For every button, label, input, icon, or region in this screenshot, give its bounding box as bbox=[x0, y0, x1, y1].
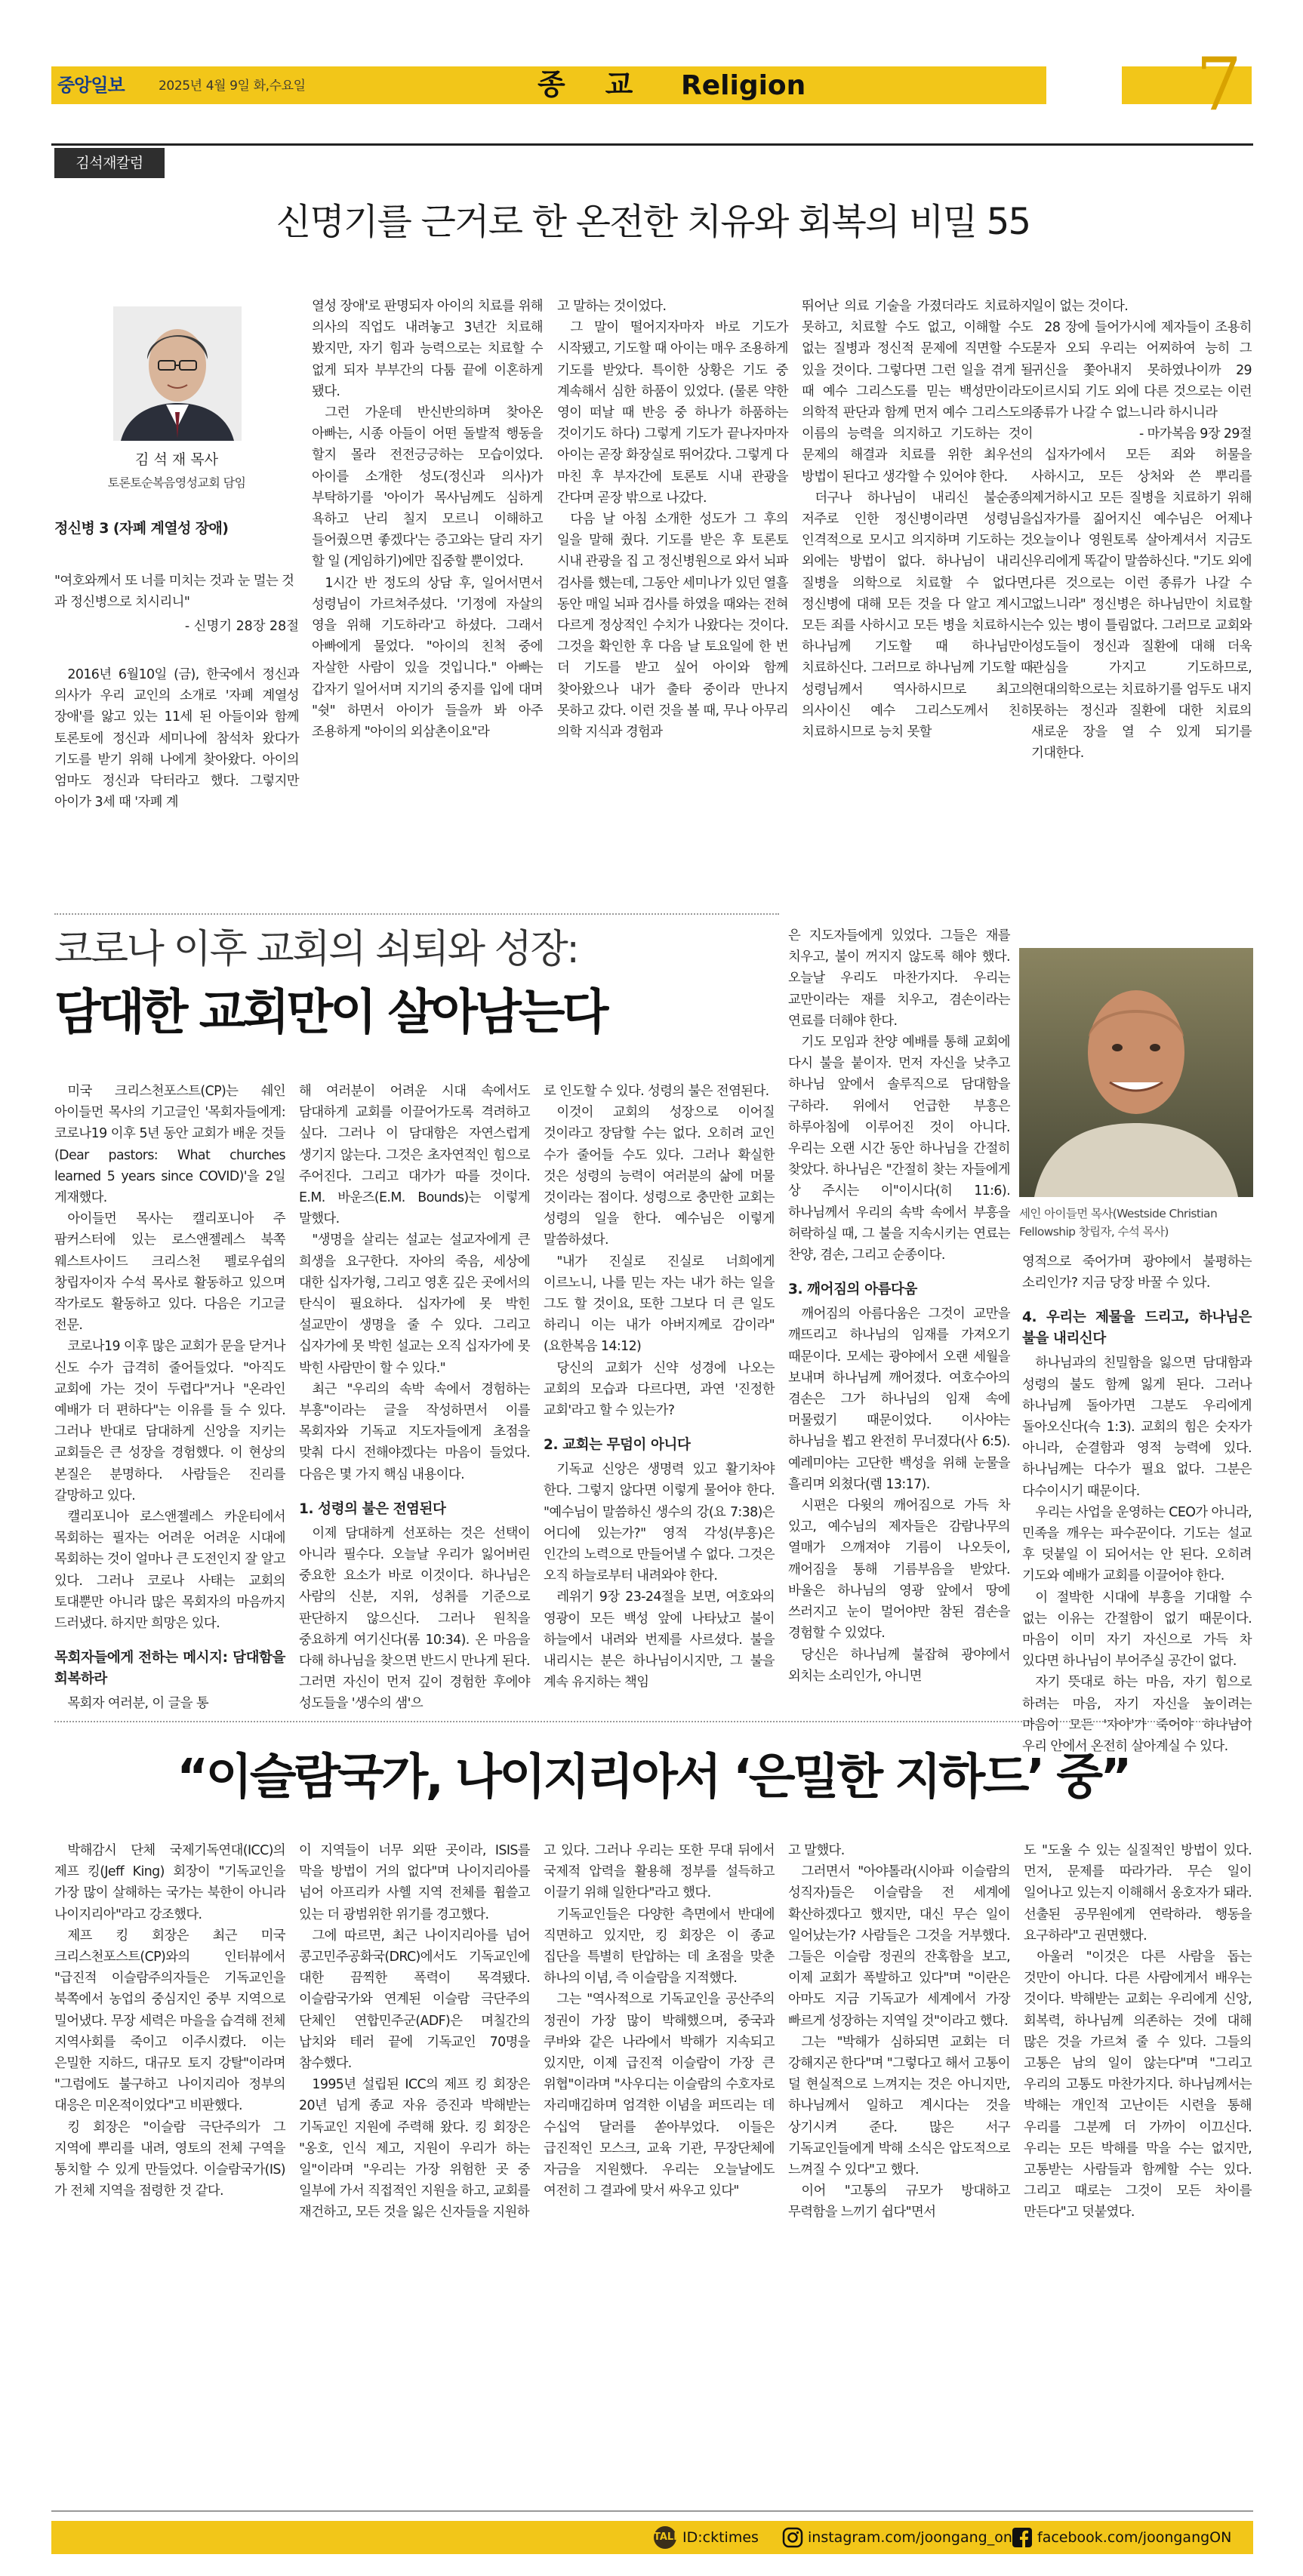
article1-col1 bbox=[54, 664, 299, 811]
kakao-id: ID:cktimes bbox=[682, 2529, 759, 2546]
article2-col4 bbox=[788, 925, 1010, 1707]
paragraph: 28 장에 들어가시에 제자들이 조용히 묻자 오되 우리는 어찌하여 능히 그 귀신을 쫓아내지 못하였나이까 29 이르시되 기도 외에 다른 것으로는 이런 종류가 나갈 수 없느니라 하시니라 bbox=[1031, 320, 1252, 421]
author-church: 토론토순복음영성교회 담임 bbox=[107, 475, 246, 490]
article3-col2 bbox=[299, 1840, 530, 2504]
subheading: 1. 성령의 불은 전염된다 bbox=[299, 1500, 446, 1517]
paragraph: 2016년 6월10일 (금), 한국에서 정신과 의사가 우리 교인의 소개로 '자폐 계열성 장애'를 앓고 있는 11세 된 아들이와 함께 토론토에 정신과 세미나에 참석차 왔다가 기도를 받기 위해 나에게 찾아왔다. 아이의 엄마도 정신과 닥터라고 했다. 그렇지만 아이가 3세 때 '자폐 계 bbox=[54, 667, 299, 811]
paragraph: 영적으로 죽어가며 광야에서 불평하는 소리인가? 지금 당장 바꿀 수 있다. bbox=[1022, 1254, 1252, 1291]
photo-caption: 세인 아이들먼 목사(Westside Christian Fellowship 창립자, 수석 목사) bbox=[1019, 1207, 1218, 1239]
paragraph: 자기 뜻대로 하는 마음, 자기 힘으로 하려는 마음, 자기 자신을 높이려는 마음이 모든 '자아'가 죽어야 하나님이 우리 안에서 온전히 살아계실 수 있다. bbox=[1022, 1675, 1252, 1755]
article2-col1 bbox=[54, 1081, 285, 1712]
scripture-ref: - 마가복음 9장 29절 bbox=[1138, 426, 1252, 442]
column-tag: 김석재칼럼 bbox=[54, 148, 165, 178]
paragraph: 이제 담대하게 선포하는 것은 선택이 아니라 필수다. 오늘날 우리가 잃어버린 중요한 요소가 바로 이것이다. 하나님은 사람의 신분, 지위, 성취를 기준으로 판단하지 않으신다. 그러나 원칙을 중요하게 여기신다(롬 10:34). 온 마음을 다해 하나님을 찾으면 반드시 만나게 된다. 그러면 자신이 먼저 깊이 경험한 후에야 성도들을 '생수의 샘'으 bbox=[299, 1525, 530, 1712]
paragraph: 캘리포니아 로스앤젤레스 카운티에서 목회하는 필자는 어려운 어려운 시대에 목회하는 것이 얼마나 큰 도전인지 잘 알고 있다. 그러나 코로나 사태는 교회의 토대뿐만 아니라 많은 목회자의 마음까지 드러냈다. 하지만 희망은 있다. bbox=[54, 1510, 285, 1632]
subheading: 목회자들에게 전하는 메시지: 담대함을 회복하라 bbox=[54, 1650, 285, 1688]
paragraph: 당신은 하나님께 불잡혀 광야에서 외치는 소리인가, 아니면 bbox=[788, 1647, 1010, 1684]
paragraph: 코로나19 이후 많은 교회가 문을 닫거나 신도 수가 급격히 줄어들었다. "아직도 교회에 가는 것이 두렵다"거나 "온라인 예배가 더 편하다"는 이유를 들 수 있다. 그러나 반대로 담대하게 신앙을 지키는 교회들은 큰 성장을 경험했다. 이 현상의 본질은 분명하다. 사람들은 진리를 갈망하고 있다. bbox=[54, 1339, 285, 1503]
paragraph: 시편은 다윗의 깨어짐으로 가득 차 있고, 예수님의 제자들은 감람나무의 열매가 으깨져야 기름이 나오듯이, 깨어짐을 통해 기름부음을 받았다. 바울은 하나님의 영광 앞에서 땅에 쓰러지고 눈이 멀어야만 참된 겸손을 경험할 수 있었다. bbox=[788, 1498, 1010, 1642]
facebook-icon bbox=[1012, 2527, 1033, 2548]
paragraph: 이 절박한 시대에 부흥을 기대할 수 없는 이유는 간절함이 없기 때문이다. 마음이 이미 자기 자신으로 가득 차 있다면 하나님이 부어주실 공간이 없다. bbox=[1022, 1590, 1252, 1670]
section-divider bbox=[54, 913, 779, 915]
author-photo bbox=[113, 306, 242, 441]
article3-col4 bbox=[788, 1840, 1010, 2504]
paragraph: 그에 따르면, 최근 나이지리아를 넘어 콩고민주공화국(DRC)에서도 기독교인에 대한 끔찍한 폭력이 목격됐다. 이슬람국가와 연계된 이슬람 극단주의 단체인 연합민주군(ADF)은 며칠간의 납치와 테러 끝에 기독교인 70명을 참수했다. bbox=[299, 1928, 530, 2072]
instagram-link[interactable]: instagram.com/joongang_on bbox=[808, 2529, 1012, 2546]
article3-col1 bbox=[54, 1840, 285, 2504]
issue-date: 2025년 4월 9일 화,수요일 bbox=[159, 78, 306, 94]
article2-col2 bbox=[299, 1081, 530, 1712]
paragraph: 열성 장애'로 판명되자 아이의 치료를 위해 의사의 직업도 내려놓고 3년간 치료해 봤지만, 자기 힘과 능력으로는 치료할 수 없게 되자 부부간의 다툼 끝에 이혼하게 됐다. bbox=[312, 299, 543, 399]
pastor-photo bbox=[1019, 948, 1253, 1197]
paragraph: 박해감시 단체 국제기독연대(ICC)의 제프 킹(Jeff King) 회장이 "기독교인을 가장 많이 살해하는 국가는 북한이 아니라 나이지리아"라고 강조했다. bbox=[54, 1843, 285, 1922]
section-divider bbox=[54, 1721, 1252, 1722]
paragraph: 목회자 여러분, 이 글을 통 bbox=[67, 1696, 209, 1712]
paragraph: 깨어짐의 아름다움은 그것이 교만을 깨뜨리고 하나님의 임재를 가져오기 때문이다. 모세는 광야에서 오랜 세월을 보내며 하나님께 깨어졌다. 여호수아의 겸손은 그가 하나님의 임재 속에 머물렀기 때문이었다. 이사야는 하나님을 뵙고 완전히 무너졌다(사 6:5). 예레미야는 고단한 백성을 위해 눈물을 흘리며 외쳤다(렘 13:17). bbox=[788, 1306, 1010, 1492]
subheading: 4. 우리는 제물을 드리고, 하나님은 불을 내리신다 bbox=[1022, 1310, 1252, 1347]
paragraph: 레위기 9장 23-24절을 보면, 여호와의 영광이 모든 백성 앞에 나타났고 불이 하늘에서 내려와 번제를 사르셨다. 불을 내리시는 분은 하나님이시지만, 그 불을 계속 유지하는 책임 bbox=[544, 1590, 775, 1691]
section-title-en: Religion bbox=[681, 70, 806, 101]
article1-headline: 신명기를 근거로 한 온전한 치유와 회복의 비밀 55 bbox=[276, 201, 1030, 243]
masthead-underline bbox=[51, 143, 1253, 146]
author-name: 김 석 재 목사 bbox=[135, 451, 218, 468]
page-number: 7 bbox=[1196, 42, 1243, 127]
paragraph: 일이 없는 것이다. bbox=[1031, 299, 1129, 314]
article1-col3 bbox=[557, 296, 788, 802]
article1-col4 bbox=[802, 296, 1033, 802]
epigraph: "여호와께서 또 너를 미치는 것과 눈 멀는 것과 정신병으로 치시리니" bbox=[54, 574, 294, 610]
paragraph: 다음 날 아침 소개한 성도가 그 후의 일을 말해 줬다. 기도를 받은 후 토론토 시내 관광을 집 고 정신병원으로 와서 뇌파 검사를 했는데, 그동안 세미나가 있던 열흘 동안 매일 뇌파 검사를 하였을 때와는 전혀 다르게 정상적인 수치가 나왔다는 것이다. 그것을 확인한 후 다음 날 토요일에 한 번 더 기도를 받고 싶어 아이와 함께 찾아왔으나 내가 출타 중이라 만나지 못하고 갔다. 이런 것을 볼 때, 무나 아무리 의학 지식과 경험과 bbox=[557, 512, 788, 740]
paragraph: 기독교 신앙은 생명력 있고 활기차야 한다. 그렇지 않다면 이렇게 물어야 한다. "예수님이 말씀하신 생수의 강(요 7:38)은 어디에 있는가?" 영적 각성(부흥)은 인간의 노력으로 만들어낼 수 없다. 그것은 오직 하늘로부터 내려와야 한다. bbox=[544, 1462, 775, 1584]
article2-headline-2: 담대한 교회만이 살아남는다 bbox=[54, 985, 606, 1041]
paragraph: 킹 회장은 "이슬람 극단주의가 그 지역에 뿌리를 내려, 영토의 전체 구역을 통치할 수 있게 만들었다. 이슬람국가(IS)가 전체 지역을 점령한 것 같다. bbox=[54, 2119, 285, 2199]
article2-headline-1: 코로나 이후 교회의 쇠퇴와 성장: bbox=[54, 927, 578, 972]
article3-col3 bbox=[544, 1840, 775, 2504]
paragraph: 그런 가운데 반신반의하며 찾아온 아빠는, 시종 아들이 어떤 돌발적 행동을 할지 몰라 전전긍긍하는 모습이었다. 아이를 소개한 성도(정신과 의사)가 부탁하기를 '아이가 목사님께도 심하게 욕하고 난리 칠지 모르니 이해하고 들어줬으면 좋겠다'는 증고와는 달리 자기 할 일 (게임하기)에만 집중할 뿐이었다. bbox=[312, 405, 543, 570]
article1-col2 bbox=[312, 296, 543, 802]
paragraph: 그는 "박해가 심하되면 교회는 더 강해지곤 한다"며 "그렇다고 해서 고통이 덜 현실적으로 느껴지는 것은 아니지만, 하나님께서 일하고 계시다는 것을 상기시켜 준다. 많은 서구 기독교인들에게 박해 소식은 압도적으로 느껴질 수 있다"고 했다. bbox=[788, 2034, 1010, 2178]
article1-col5 bbox=[1031, 296, 1252, 802]
facebook-link[interactable]: facebook.com/joongangON bbox=[1037, 2529, 1232, 2546]
section-title-ko: 종 교 bbox=[538, 67, 633, 101]
article2-col3 bbox=[544, 1081, 775, 1707]
footer-rule bbox=[51, 2510, 1253, 2512]
article3-headline: “이슬람국가, 나이지리아서 ‘은밀한 지하드’ 중” bbox=[177, 1750, 1129, 1805]
paragraph: 1995년 설립된 ICC의 제프 킹 회장은 20년 넘게 종교 자유 증진과 박해받는 기독교인 지원에 주력해 왔다. 킹 회장은 "옹호, 인식 제고, 지원이 우리가 하는 일"이라며 "우리는 가장 위험한 곳 중 일부에 가서 직접적인 지원을 하고, 교회를 재건하고, 모든 것을 잃은 신자들을 지원하 bbox=[299, 2077, 530, 2221]
paragraph: 고 말했다. bbox=[788, 1843, 845, 1858]
epigraph-ref: - 신명기 28장 28절 bbox=[184, 619, 299, 634]
paragraph: 은 지도자들에게 있었다. 그들은 재를 치우고, 불이 꺼지지 않도록 해야 했다. 오늘날 우리도 마찬가지다. 우리는 교만이라는 재를 치우고, 겸손이라는 연료를 더해야 한다. bbox=[788, 928, 1010, 1029]
instagram-icon bbox=[782, 2527, 803, 2548]
paragraph: 최근 "우리의 속박 속에서 경험하는 부흥"이라는 글을 작성하면서 이를 목회자와 기독교 지도자들에게 초점을 맞춰 다시 전해야겠다는 마음이 들었다. 다음은 몇 가지 핵심 내용이다. bbox=[299, 1381, 530, 1482]
paragraph: "생명을 살리는 설교는 설교자에게 큰 희생을 요구한다. 자아의 죽음, 세상에 대한 십자가형, 그리고 영혼 깊은 곳에서의 탄식이 필요하다. 십자가에 못 박힌 설교만이 생명을 줄 수 있다. 그리고 십자가에 못 박힌 설교는 오직 십자가에 못 박힌 사람만이 할 수 있다." bbox=[299, 1233, 530, 1376]
paragraph: 더구나 하나님이 내리신 불순종의 저주로 인한 정신병이라면 성령님을 인격적으로 모시고 의지하며 기도하는 것 외에는 방법이 없다. 하나님이 내리신 질병을 의학으로 치료할 수 없다면, 정신병에 대해 모든 것을 다 알고 계시고 모든 죄를 사하시고 모든 병을 치료하시는 하나님께 기도할 때 하나님만이 치료하신다. 그러므로 하나님께 기도할 때 성령님께서 역사하시므로 최고의 의사이신 예수 그리스도께서 친히 치료하시므로 능치 못할 bbox=[802, 490, 1033, 740]
paragraph: 고 있다. 그러나 우리는 또한 무대 뒤에서 국제적 압력을 활용해 정부를 설득하고 이끌기 위해 일한다"라고 했다. bbox=[544, 1843, 775, 1901]
paragraph: 우리는 사업을 운영하는 CEO가 아니라, 민족을 깨우는 파수꾼이다. 기도는 설교 후 덧붙일 이 되어서는 안 된다. 오히려 기도와 예배가 교회를 이끌어야 한다. bbox=[1022, 1504, 1252, 1584]
paragraph: 하나님과의 친밀함을 잃으면 담대함과 성령의 불도 함께 잃게 된다. 그러나 하나님께 돌아가면 그분도 우리에게 돌아오신다(슥 1:3). 교회의 힘은 숫자가 아니라, 순결함과 영적 능력에 있다. 하나님께는 다수가 필요 없다. 그분은 다수이시기 때문이다. bbox=[1022, 1356, 1252, 1499]
paragraph: 미국 크리스천포스트(CP)는 쉐인 아이들먼 목사의 기고글인 '목회자들에게: 코로나19 이후 5년 동안 교회가 배운 것들(Dear pastors: What churches learned 5 years since COVID)'을 2일 게재했다. bbox=[54, 1084, 285, 1206]
paragraph: 해 여러분이 어려운 시대 속에서도 담대하게 교회를 이끌어가도록 격려하고 싶다. 그러나 이 담대함은 자연스럽게 생기지 않는다. 그것은 초자연적인 힘으로 주어진다. 그리고 대가가 따를 것이다. E.M. 바운즈(E.M. Bounds)는 이렇게 말했다. bbox=[299, 1084, 530, 1227]
kakao-icon: TALK bbox=[654, 2526, 676, 2549]
paragraph: 기도 모임과 찬양 예배를 통해 교회에 다시 불을 붙이자. 먼저 자신을 낮추고 하나님 앞에서 솔루직으로 담대함을 구하라. 위에서 언급한 부흥은 하루아침에 이루어진 것이 아니다. 우리는 오랜 시간 동안 하나님을 간절히 찾았다. 하나님은 "간절히 찾는 자들에게 상 주시는 이"이시다(히 11:6). 하나님께서 우리의 속박 속에서 부흥을 허락하실 때, 그 불을 지속시키는 연료는 찬양, 겸손, 그리고 순종이다. bbox=[788, 1035, 1010, 1263]
paragraph: 도 "도울 수 있는 실질적인 방법이 있다. 먼저, 문제를 따라가라. 무슨 일이 일어나고 있는지 이해해서 옹호자가 돼라. 선출된 공무원에게 연락하라. 행동을 요구하라"고 권면했다. bbox=[1024, 1843, 1252, 1944]
column-subheading: 정신병 3 (자폐 계열성 장애) bbox=[54, 520, 229, 537]
paragraph: 당신의 교회가 신약 성경에 나오는 교회의 모습과 다르다면, 과연 '진정한 교회'라고 할 수 있는가? bbox=[544, 1360, 775, 1419]
paragraph: 아울러 "이것은 다른 사람을 돕는 것만이 아니다. 다른 사람에게서 배우는 것이다. 박해받는 교회는 우리에게 신앙, 회복력, 하나님께 의존하는 것에 대해 많은 것을 가르쳐 줄 수 있다. 그들의 고통은 남의 일이 않는다"며 "그리고 우리의 고통도 마찬가지다. 하나님께서는 박해는 개인적 고난이든 시련을 통해 우리를 그분께 더 가까이 이끄신다. 우리는 모든 박해를 막을 수는 없지만, 고통받는 사람들과 함께할 수는 있다. 그리고 때로는 그것이 모든 차이를 만든다"고 덧붙였다. bbox=[1024, 1950, 1252, 2221]
paragraph: 1시간 반 정도의 상담 후, 일어서면서 성령님이 가르쳐주셨다. '기정에 자살의 영을 위해 기도하라'고 하셨다. 그래서 아빠에게 물었다. "아이의 친척 중에 자살한 사람이 있을 것입니다." 아빠는 갑자기 일어서며 지기의 중지를 입에 대며 "쉿" 하면서 아이가 들을까 봐 아주 조용하게 "아이의 외삼촌이요"라 bbox=[312, 575, 543, 740]
paragraph: 제프 킹 회장은 최근 미국 크리스천포스트(CP)와의 인터뷰에서 "급진적 이슬람주의자들은 기독교인을 북쪽에서 농업의 중심지인 중부 지역으로 밀어냈다. 무장 세력은 마을을 습격해 전체 지역사회를 죽이고 이주시켰다. 이는 은밀한 지하드, 대규모 토지 강탈"이라며 "그럼에도 불구하고 나이지리아 정부의 대응은 미온적이었다"고 비판했다. bbox=[54, 1928, 285, 2114]
paragraph: 이 지역들이 너무 외딴 곳이라, ISIS를 막을 방법이 거의 없다"며 나이지리아를 넘어 아프리카 사헬 지역 전체를 휩쓸고 있는 더 광범위한 위기를 경고했다. bbox=[299, 1843, 530, 1922]
subheading: 3. 깨어짐의 아름다움 bbox=[788, 1282, 917, 1298]
paragraph: 로 인도할 수 있다. 성령의 불은 전염된다. bbox=[544, 1084, 769, 1099]
paragraph: 그러면서 "아야톨라(시아파 이슬람의 성직자)들은 이슬람을 전 세계에 확산하겠다고 했지만, 대신 무슨 일이 일어났는가? 사람들은 그것을 거부했다. 그들은 이슬람 정권의 잔혹함을 보고, 이제 교회가 폭발하고 있다"며 "이란은 아마도 지금 기독교가 세계에서 가장 빠르게 성장하는 지역일 것"이라고 했다. bbox=[788, 1864, 1010, 2029]
paragraph: "내가 진실로 진실로 너희에게 이르노니, 나를 믿는 자는 내가 하는 일을 그도 할 것이요, 또한 그보다 더 큰 일도 하리니 이는 내가 아버지께로 감이라" (요한복음 14:12) bbox=[544, 1254, 775, 1355]
paragraph: 이어 "고통의 규모가 방대하고 무력함을 느끼기 쉽다"면서 bbox=[788, 2184, 1010, 2221]
newspaper-logo: 중앙일보 bbox=[57, 75, 125, 96]
paragraph: 그는 "역사적으로 기독교인을 공산주의 정권이 가장 많이 박해했으며, 중국과 쿠바와 같은 나라에서 박해가 지속되고 있지만, 이제 급진적 이슬람이 가장 큰 위협"이라며 "사우디는 이슬람의 수호자로 자리매김하며 엄격한 이념을 퍼뜨리는 데 수십억 달러를 쏟아부었다. 이들은 급진적인 모스크, 교육 기관, 무장단체에 자금을 지원했다. 우리는 오늘날에도 여전히 그 결과에 맞서 싸우고 있다" bbox=[544, 1992, 775, 2199]
paragraph: 십자가에서 모든 죄와 허물을 사하시고, 모든 상처와 쓴 뿌리를 제거하시고 모든 질병을 치료하기 위해 십자가를 짊어지신 예수님은 어제나 오늘이나 영원토록 살아계셔서 지금도 우리에게 똑같이 말씀하신다. "기도 외에 다른 것으로는 이런 종류가 나갈 수 없느니라" 정신병은 하나님만이 치료할 수 있는 병이 틀림없다. 그러므로 교회와 성도들이 정신과 질환에 대해 더욱 관심을 가지고 기도하므로, 현대의학으로는 치료하기를 엄두도 내지 못하는 정신과 질환에 대한 치료의 새로운 장을 열 수 있게 되기를 기대한다. bbox=[1031, 448, 1252, 762]
paragraph: 이것이 교회의 성장으로 이어질 것이라고 장담할 수는 없다. 오히려 교인 수가 줄어들 수도 있다. 그러나 확실한 것은 성령의 능력이 여러분의 삶에 머물 것이라는 점이다. 성령으로 충만한 교회는 성령의 일을 한다. 예수님은 이렇게 말씀하셨다. bbox=[544, 1105, 775, 1248]
paragraph: 그 말이 떨어지자마자 바로 기도가 시작됐고, 기도할 때 아이는 매우 조용하게 기도를 받았다. 특이한 상황은 기도 중 계속해서 심한 하품이 있었다. (물론 약한 영이 떠날 때 반응 중 하나가 하품하는 것이기도 하다) 그렇게 기도가 끝나자마자 아이는 곧장 화장실로 뛰어갔다. 그렇게 다 마친 후 부자간에 토론토 시내 관광을 간다며 곧장 밖으로 나갔다. bbox=[557, 320, 788, 506]
paragraph: 아이들먼 목사는 캘리포니아 주 팜커스터에 있는 로스앤젤레스 북쪽 웨스트사이드 크리스천 펠로우쉽의 창립자이자 수석 목사로 활동하고 있으며 작가로도 활동하고 있다. 다음은 기고글 전문. bbox=[54, 1211, 285, 1334]
paragraph: 고 말하는 것이었다. bbox=[557, 299, 667, 314]
article2-col5 bbox=[1022, 1251, 1252, 1755]
article3-col5 bbox=[1024, 1840, 1252, 2504]
paragraph: 뛰어난 의료 기술을 가졌더라도 치료하지 못하고, 치료할 수도 없고, 이해할 수도 없는 질병과 정신적 문제에 직면할 수도 있을 것이다. 그렇다면 그런 일을 겪게 될 때 예수 그리스도를 믿는 백성만이라도 의학적 판단과 함께 먼저 예수 그리스도의 이름의 능력을 의지하고 기도하는 것이 문제의 해결과 치료를 위한 최우선의 방법이 된다고 생각할 수 있어야 한다. bbox=[802, 299, 1033, 485]
paragraph: 기독교인들은 다양한 측면에서 반대에 직면하고 있지만, 킹 회장은 이 종교 집단을 특별히 탄압하는 데 초점을 맞춘 하나의 이념, 즉 이슬람을 지적했다. bbox=[544, 1907, 775, 1987]
subheading: 2. 교회는 무덤이 아니다 bbox=[544, 1437, 691, 1454]
